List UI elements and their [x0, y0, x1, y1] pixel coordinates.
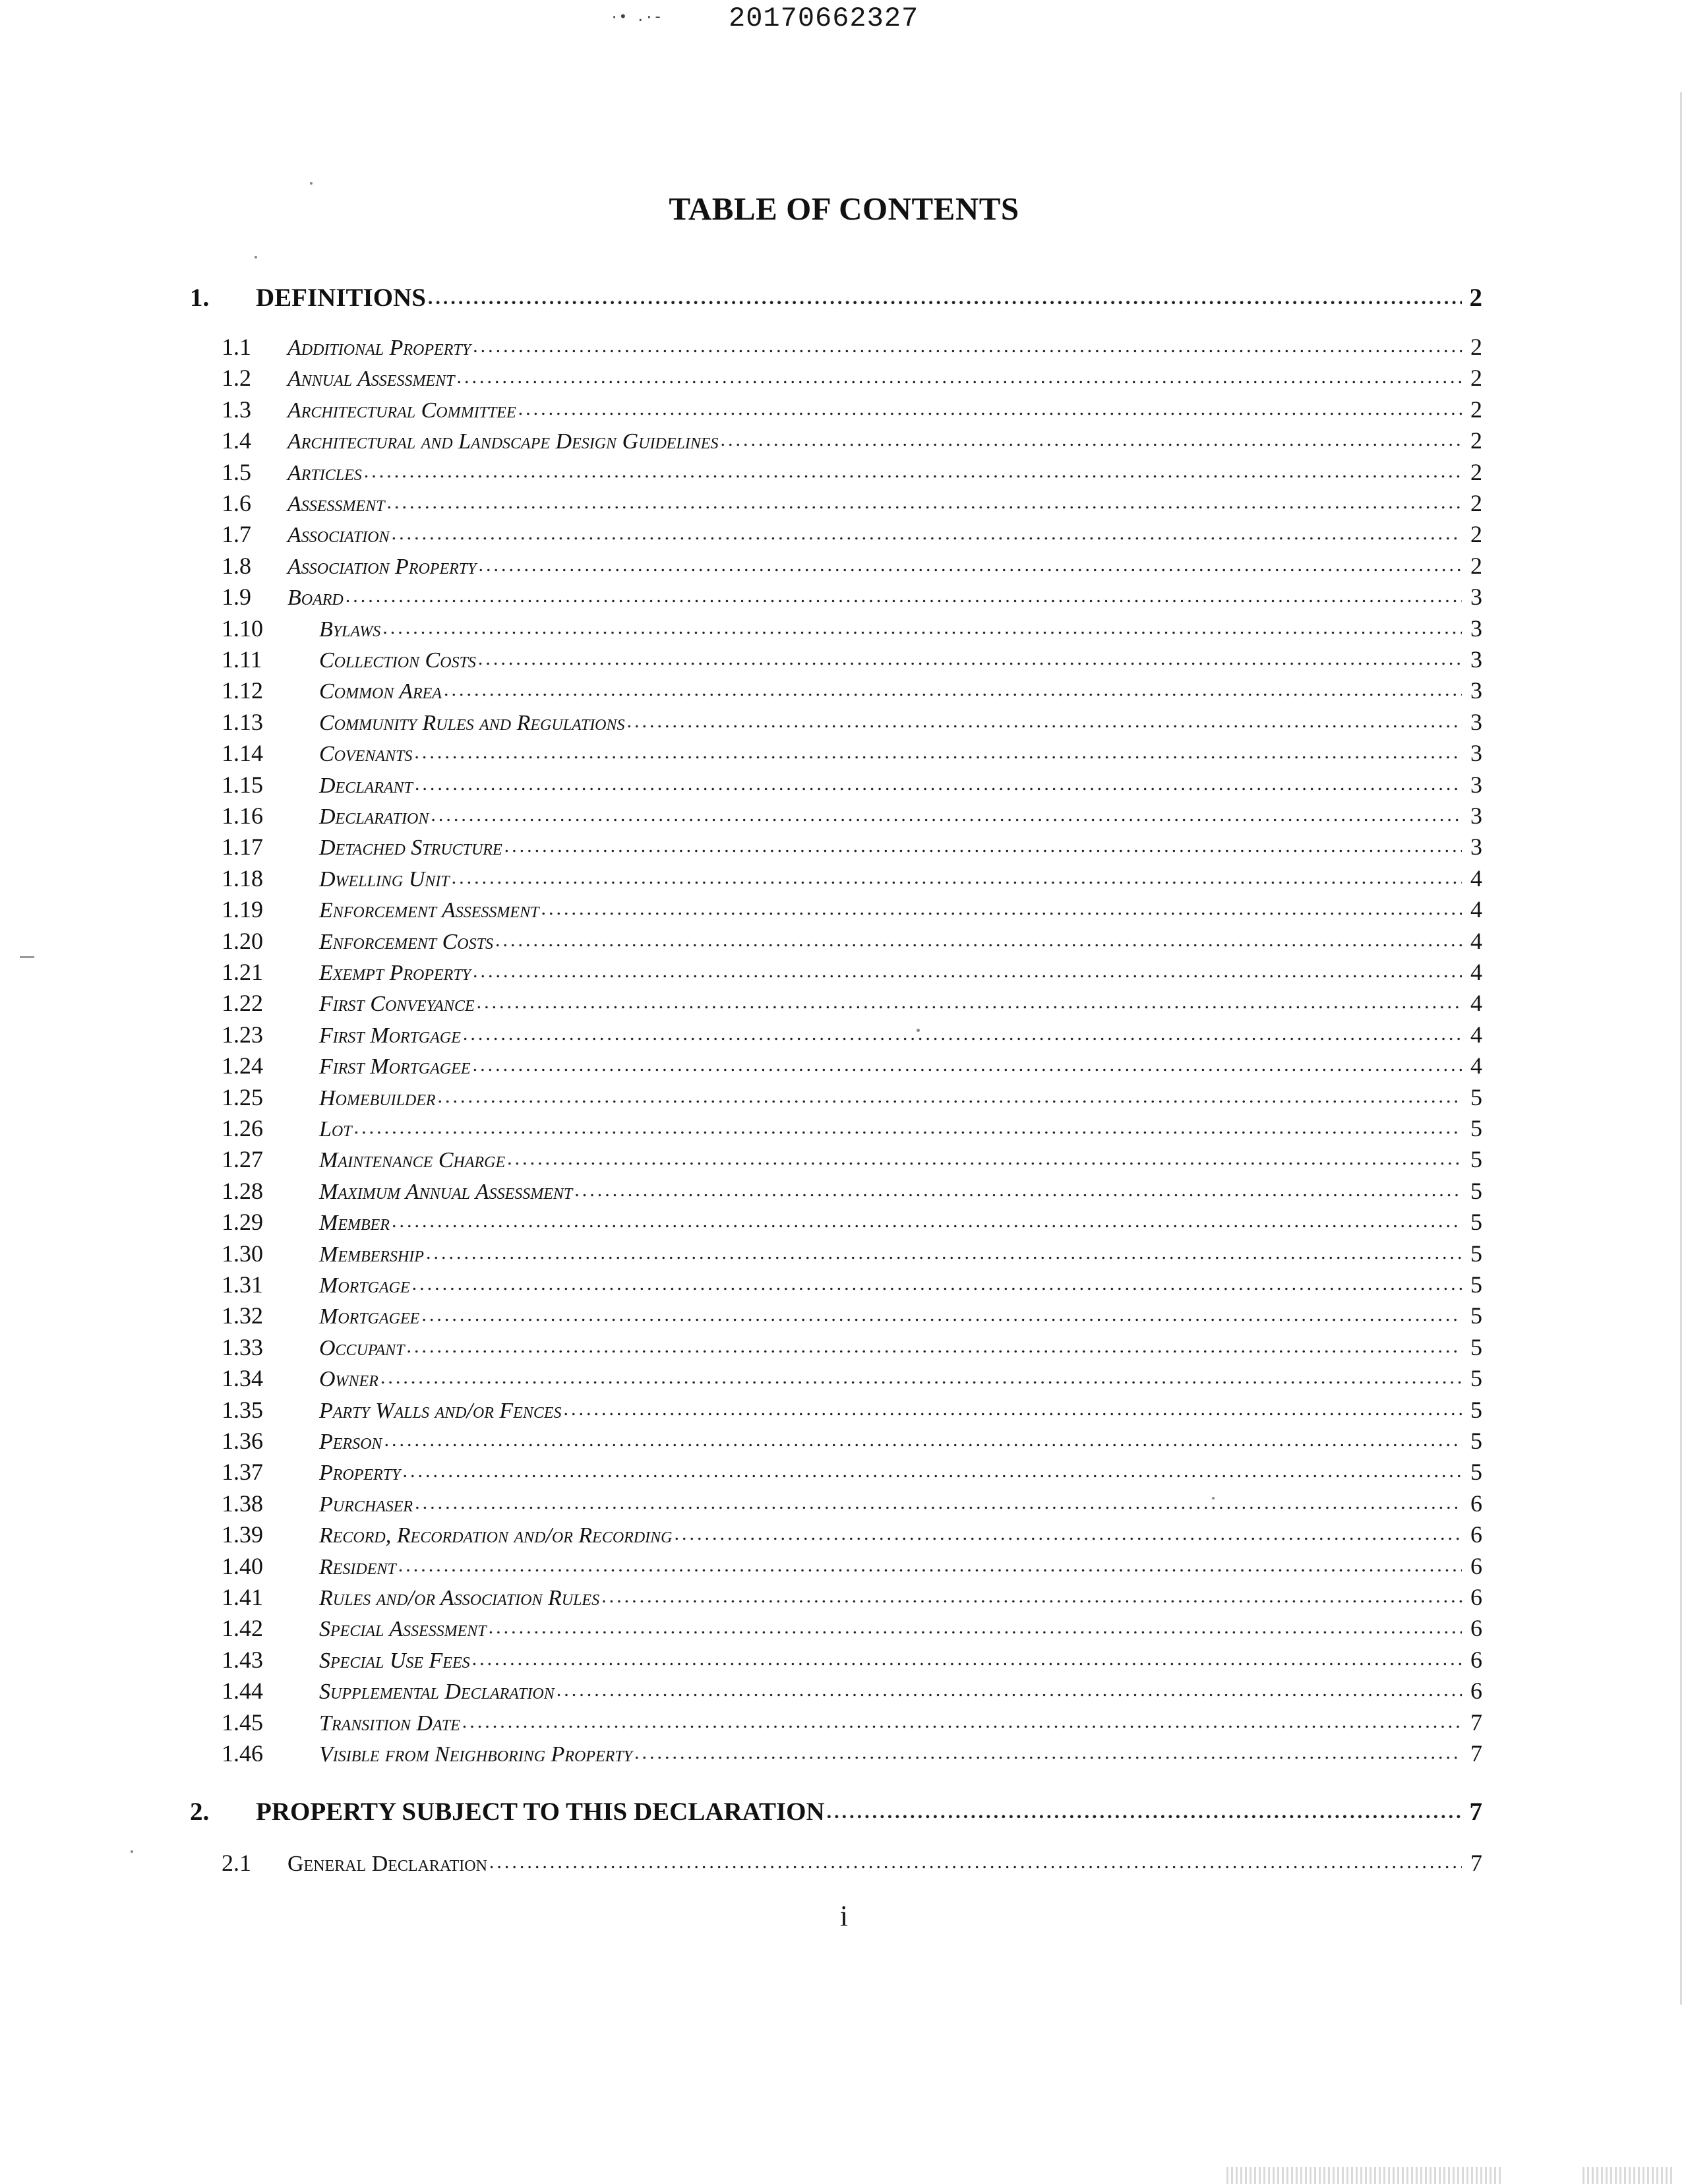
toc-number: 1.35 [222, 1397, 263, 1423]
toc-entry-row [222, 1049, 1482, 1079]
toc-title: Special Assessment [319, 1617, 487, 1641]
toc-page-number: 6 [1470, 1678, 1482, 1704]
toc-number: 1.36 [222, 1428, 263, 1454]
toc-title: First Mortgage [319, 1023, 461, 1048]
toc-number: 1.3 [222, 396, 251, 423]
toc-title: Record, Recordation and/or Recording [319, 1523, 673, 1548]
toc-title: Board [287, 586, 344, 610]
toc-title: Detached Structure [319, 835, 502, 860]
toc-entry-row [222, 1174, 1482, 1205]
dot-leader [574, 1185, 1462, 1199]
toc-page-number: 3 [1470, 615, 1482, 642]
toc-page-number: 5 [1470, 1209, 1482, 1235]
toc-number: 1.13 [222, 709, 263, 735]
toc-entry-row [222, 1268, 1482, 1298]
toc-entry-row [222, 330, 1482, 361]
toc-entry-row [222, 706, 1482, 736]
dot-leader [601, 1591, 1462, 1606]
toc-page-number: 4 [1470, 928, 1482, 954]
toc-number: 1.22 [222, 990, 263, 1016]
dot-leader [444, 684, 1462, 699]
toc-page-number: 4 [1470, 1052, 1482, 1079]
toc-entry-row [222, 1455, 1482, 1486]
toc-number: 1.32 [222, 1302, 263, 1329]
toc-number: 1.45 [222, 1709, 263, 1736]
toc-number: 1.31 [222, 1271, 263, 1298]
toc-number: 1.9 [222, 584, 251, 610]
dot-leader [402, 1466, 1462, 1480]
toc-number: 1.2 [222, 365, 251, 391]
toc-number: 1.11 [222, 646, 262, 673]
toc-title: Articles [287, 461, 362, 485]
toc-entry-row [222, 1706, 1482, 1736]
dot-leader [421, 1310, 1462, 1324]
scan-speck [131, 1850, 133, 1853]
toc-title: Enforcement Costs [319, 930, 493, 954]
dot-leader [438, 1091, 1462, 1106]
toc-title: Architectural and Landscape Design Guidelines [287, 429, 719, 454]
toc-number: 1.16 [222, 803, 263, 829]
toc-entry-row [222, 612, 1482, 642]
toc-entry-row [222, 393, 1482, 423]
toc-entry-row [222, 1112, 1482, 1142]
toc-page-number: 5 [1470, 1084, 1482, 1110]
toc-title: Homebuilder [319, 1086, 436, 1110]
page-title: TABLE OF CONTENTS [669, 191, 1019, 227]
toc-page-number: 5 [1470, 1271, 1482, 1298]
dot-leader [627, 716, 1462, 731]
dot-leader [392, 528, 1462, 543]
toc-number: 1.19 [222, 896, 263, 923]
toc-title: Supplemental Declaration [319, 1680, 555, 1704]
toc-entry-row [222, 424, 1482, 454]
toc-page-number: 2 [1470, 334, 1482, 360]
toc-page-number: 5 [1470, 1459, 1482, 1485]
toc-title: Mortgagee [319, 1304, 420, 1329]
dot-leader [463, 1029, 1462, 1043]
toc-entry-row [222, 1299, 1482, 1329]
toc-number: 1.42 [222, 1615, 263, 1641]
toc-title: Exempt Property [319, 961, 471, 985]
toc-page-number: 6 [1470, 1490, 1482, 1517]
toc-entry-row [222, 1081, 1482, 1111]
toc-page-number: 2 [1470, 521, 1482, 547]
toc-title: Maintenance Charge [319, 1148, 506, 1172]
toc-title: Mortgage [319, 1273, 410, 1298]
toc-number: 1.5 [222, 459, 251, 485]
toc-title: Dwelling Unit [319, 867, 450, 892]
toc-entry-row [222, 799, 1482, 830]
toc-title: Occupant [319, 1336, 405, 1360]
toc-entry-row [222, 1518, 1482, 1548]
toc-title: First Mortgagee [319, 1054, 471, 1079]
toc-number: 1.29 [222, 1209, 263, 1235]
toc-page-number: 6 [1470, 1521, 1482, 1548]
toc-title: Bylaws [319, 617, 381, 642]
scan-speck [917, 1029, 920, 1032]
toc-entry-row [222, 1362, 1482, 1392]
toc-number: 1.7 [222, 521, 251, 547]
dot-leader [412, 1279, 1462, 1293]
toc-title: Association [287, 523, 390, 547]
toc-number: 1.15 [222, 772, 263, 798]
dot-leader [518, 404, 1462, 418]
dot-leader [507, 1153, 1462, 1168]
dot-leader [473, 966, 1462, 981]
dot-leader [398, 1560, 1462, 1575]
toc-title: Community Rules and Regulations [319, 711, 625, 735]
toc-entry-row [222, 1737, 1482, 1767]
toc-title: Owner [319, 1367, 378, 1391]
toc-number: 1.43 [222, 1647, 263, 1673]
toc-number: 1.10 [222, 615, 263, 642]
toc-title: Assessment [287, 492, 385, 516]
toc-page-number: 7 [1469, 1798, 1482, 1826]
toc-number: 1.6 [222, 490, 251, 516]
toc-number: 1.44 [222, 1678, 263, 1704]
toc-title: Person [319, 1430, 382, 1454]
dot-leader [541, 903, 1462, 918]
toc-number: 1.33 [222, 1334, 263, 1360]
toc-number: 1.27 [222, 1146, 263, 1172]
recording-number: 20170662327 [729, 3, 919, 34]
dot-leader [384, 1435, 1462, 1449]
toc-title: Lot [319, 1117, 352, 1141]
toc-title: Collection Costs [319, 648, 476, 673]
dot-leader [827, 1807, 1462, 1821]
toc-number: 1.24 [222, 1052, 263, 1079]
toc-number: 1.38 [222, 1490, 263, 1517]
toc-page-number: 2 [1469, 284, 1482, 312]
toc-number: 1.12 [222, 677, 263, 704]
toc-number: 1.21 [222, 959, 263, 985]
scan-speck [1212, 1497, 1215, 1500]
toc-entry-row [222, 1205, 1482, 1236]
toc-title: Member [319, 1211, 390, 1235]
dot-leader [478, 653, 1462, 668]
toc-number: 1.30 [222, 1240, 263, 1267]
dot-leader [406, 1341, 1462, 1356]
toc-title: Purchaser [319, 1492, 413, 1517]
toc-entry-row [222, 986, 1482, 1017]
toc-number: 2.1 [222, 1850, 251, 1876]
dot-leader [456, 372, 1462, 386]
toc-entry-row [222, 737, 1482, 767]
toc-entry-row [222, 1643, 1482, 1674]
toc-page-number: 7 [1470, 1850, 1482, 1876]
toc-title: First Conveyance [319, 992, 475, 1016]
dot-leader [364, 466, 1462, 481]
toc-entry-row [222, 487, 1482, 517]
toc-entry-row [222, 1393, 1482, 1424]
toc-page-number: 2 [1470, 490, 1482, 516]
toc-entry-row [222, 456, 1482, 486]
toc-page-number: 5 [1470, 1428, 1482, 1454]
toc-entry-row [222, 925, 1482, 955]
dot-leader [489, 1857, 1462, 1871]
toc-title: Enforcement Assessment [319, 898, 539, 923]
toc-page-number: 3 [1470, 834, 1482, 860]
toc-page-number: 3 [1470, 677, 1482, 704]
toc-entry-row [222, 862, 1482, 892]
toc-page-number: 5 [1470, 1334, 1482, 1360]
toc-page-number: 2 [1470, 396, 1482, 423]
dot-leader [346, 591, 1462, 605]
toc-title: Resident [319, 1555, 396, 1579]
toc-number: 1.26 [222, 1115, 263, 1141]
toc-page-number: 5 [1470, 1115, 1482, 1141]
toc-entry-row [222, 674, 1482, 704]
toc-page-number: 2 [1470, 427, 1482, 454]
toc-page-number: 2 [1470, 365, 1482, 391]
toc-title: Visible from Neighboring Property [319, 1742, 632, 1767]
toc-entry-row [222, 1846, 1482, 1877]
toc-number: 1.20 [222, 928, 263, 954]
toc-title: Property [319, 1461, 401, 1485]
toc-title: Association Property [287, 555, 477, 579]
toc-number: 1.1 [222, 334, 251, 360]
dot-leader [392, 1216, 1462, 1230]
toc-page-number: 6 [1470, 1584, 1482, 1610]
toc-page-number: 4 [1470, 1021, 1482, 1048]
toc-number: 1.46 [222, 1740, 263, 1767]
toc-entry-row [222, 361, 1482, 392]
toc-title: Covenants [319, 742, 413, 766]
toc-entry-row [222, 1424, 1482, 1455]
toc-title: Annual Assessment [287, 367, 455, 391]
toc-page-number: 6 [1470, 1553, 1482, 1579]
scan-speck [310, 182, 313, 185]
dot-leader [414, 747, 1462, 762]
toc-page-number: 6 [1470, 1647, 1482, 1673]
toc-title: Additional Property [287, 336, 471, 360]
toc-page-number: 7 [1470, 1709, 1482, 1736]
toc-entry-row [222, 893, 1482, 923]
toc-entry-row [222, 549, 1482, 580]
dot-leader [479, 560, 1462, 574]
toc-page-number: 5 [1470, 1302, 1482, 1329]
dot-leader [472, 1654, 1462, 1668]
toc-number: 1.40 [222, 1553, 263, 1579]
toc-entry-row [222, 1143, 1482, 1173]
scan-speck [255, 256, 257, 258]
dot-leader [477, 997, 1462, 1012]
toc-entry-row [222, 1674, 1482, 1705]
toc-page-number: 5 [1470, 1178, 1482, 1204]
toc-title: Membership [319, 1242, 424, 1267]
toc-title: Special Use Fees [319, 1649, 470, 1673]
toc-number: 1.41 [222, 1584, 263, 1610]
toc-page-number: 4 [1470, 896, 1482, 923]
toc-title: Declaration [319, 804, 429, 829]
toc-title: Declarant [319, 774, 413, 798]
toc-page-number: 7 [1470, 1740, 1482, 1767]
toc-page-number: 3 [1470, 584, 1482, 610]
toc-title: Maximum Annual Assessment [319, 1180, 573, 1204]
toc-number: 1.18 [222, 865, 263, 892]
dot-leader [473, 341, 1462, 355]
toc-number: 1. [190, 284, 210, 312]
toc-entry-row [222, 1018, 1482, 1048]
dot-leader [675, 1529, 1462, 1543]
toc-page-number: 4 [1470, 959, 1482, 985]
toc-section-row [190, 1794, 1482, 1827]
scan-edge-mark [1680, 92, 1682, 2005]
toc-entry-row [222, 830, 1482, 861]
dot-leader [504, 841, 1462, 855]
dot-leader [495, 935, 1462, 950]
toc-entry-row [222, 956, 1482, 986]
dot-leader [473, 1060, 1462, 1074]
toc-entry-row [222, 1331, 1482, 1361]
toc-page-number: 5 [1470, 1240, 1482, 1267]
dot-leader [489, 1622, 1462, 1637]
toc-page-number: 3 [1470, 646, 1482, 673]
toc-number: 1.39 [222, 1521, 263, 1548]
toc-title: DEFINITIONS [256, 284, 426, 312]
toc-page-number: 3 [1470, 709, 1482, 735]
toc-number: 1.28 [222, 1178, 263, 1204]
toc-number: 1.8 [222, 553, 251, 579]
toc-entry-row [222, 1487, 1482, 1517]
toc-entry-row [222, 1581, 1482, 1611]
toc-entry-row [222, 580, 1482, 611]
toc-number: 1.25 [222, 1084, 263, 1110]
toc-number: 1.23 [222, 1021, 263, 1048]
scan-edge-mark [20, 956, 34, 958]
toc-page-number: 6 [1470, 1615, 1482, 1641]
toc-page-number: 2 [1470, 459, 1482, 485]
dot-leader [415, 779, 1462, 793]
dot-leader [720, 435, 1462, 449]
dot-leader [462, 1716, 1462, 1731]
toc-number: 2. [190, 1798, 210, 1826]
toc-title: PROPERTY SUBJECT TO THIS DECLARATION [256, 1798, 825, 1826]
toc-title: Transition Date [319, 1711, 460, 1736]
dot-leader [564, 1404, 1462, 1418]
dot-leader [382, 622, 1462, 637]
toc-title: General Declaration [287, 1852, 487, 1876]
scan-edge-strip [1582, 2167, 1675, 2184]
dot-leader [634, 1747, 1462, 1762]
toc-number: 1.37 [222, 1459, 263, 1485]
dot-leader [452, 872, 1462, 887]
dot-leader [386, 497, 1462, 512]
toc-page-number: 2 [1470, 553, 1482, 579]
toc-entry-row [222, 1237, 1482, 1267]
scan-marks: ·• .·- [610, 9, 663, 26]
toc-section-row [190, 280, 1482, 313]
dot-leader [415, 1498, 1462, 1512]
toc-page-number: 4 [1470, 865, 1482, 892]
dot-leader [354, 1122, 1462, 1137]
toc-number: 1.17 [222, 834, 263, 860]
toc-page-number: 5 [1470, 1146, 1482, 1172]
dot-leader [426, 1248, 1462, 1262]
toc-title: Architectural Committee [287, 398, 516, 423]
toc-title: Rules and/or Association Rules [319, 1586, 600, 1610]
page-number: i [839, 1900, 849, 1932]
toc-page-number: 5 [1470, 1365, 1482, 1391]
toc-title: Common Area [319, 679, 442, 704]
toc-number: 1.4 [222, 427, 251, 454]
toc-number: 1.14 [222, 740, 263, 766]
dot-leader [428, 293, 1462, 307]
dot-leader [557, 1685, 1462, 1699]
toc-page-number: 3 [1470, 772, 1482, 798]
dot-leader [380, 1372, 1462, 1387]
toc-entry-row [222, 1612, 1482, 1642]
toc-title: Party Walls and/or Fences [319, 1399, 562, 1423]
scan-edge-strip [1226, 2167, 1503, 2184]
toc-page-number: 3 [1470, 803, 1482, 829]
toc-page-number: 4 [1470, 990, 1482, 1016]
dot-leader [431, 810, 1462, 824]
toc-entry-row [222, 768, 1482, 799]
toc-page-number: 3 [1470, 740, 1482, 766]
toc-entry-row [222, 1550, 1482, 1580]
toc-entry-row [222, 518, 1482, 548]
toc-page-number: 5 [1470, 1397, 1482, 1423]
toc-entry-row [222, 643, 1482, 673]
toc-number: 1.34 [222, 1365, 263, 1391]
